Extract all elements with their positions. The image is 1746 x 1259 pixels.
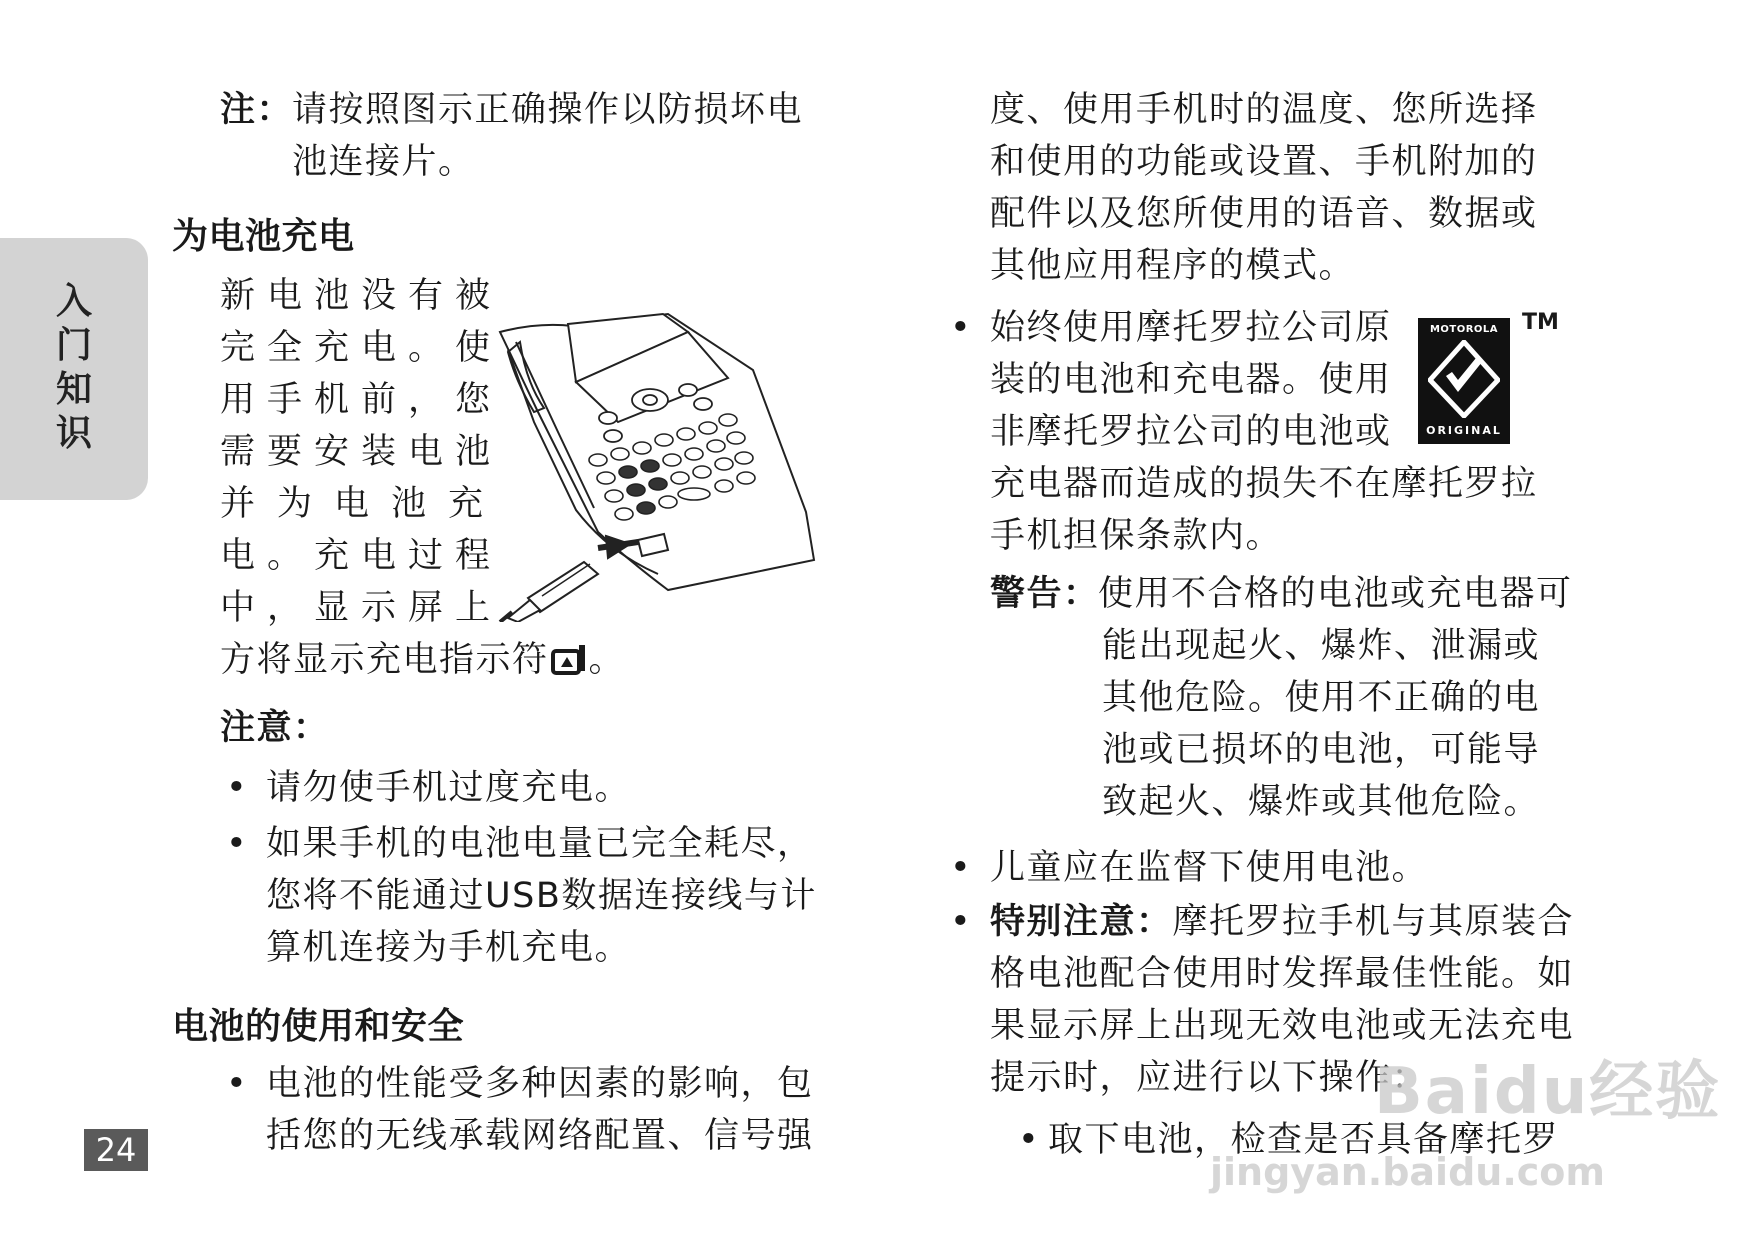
original-line: 手机担保条款内。 — [990, 516, 1283, 556]
use-item-1-line2: 括您的无线承载网络配置、信号强 — [266, 1116, 814, 1156]
charge-line: 新电池没有被 — [220, 276, 503, 316]
section-tab — [0, 238, 148, 500]
trademark-mark: TM — [1522, 310, 1559, 335]
note-label: 注： — [220, 90, 294, 130]
cont-line: 度、使用手机时的温度、您所选择 — [990, 90, 1538, 130]
page-number: 24 — [84, 1129, 148, 1171]
heading-battery-safety: 电池的使用和安全 — [172, 1005, 465, 1047]
use-item-1-line1: • 电池的性能受多种因素的影响，包 — [266, 1058, 814, 1110]
original-line: 装的电池和充电器。使用 — [990, 360, 1392, 400]
section-tab-label — [0, 280, 148, 456]
special-note-text: 摩托罗拉手机与其原装合 — [1172, 902, 1575, 942]
charge-last-text: 方将显示充电指示符 — [220, 640, 549, 680]
warning-line: 其他危险。使用不正确的电 — [1102, 678, 1541, 718]
warning-line: 使用不合格的电池或充电器可 — [1098, 574, 1573, 614]
logo-mark-icon — [1428, 340, 1500, 418]
charge-line: 并为电池充 — [220, 484, 506, 524]
sub-item-1-text: 取下电池，检查是否具备摩托罗 — [1048, 1120, 1560, 1160]
heading-charge-battery: 为电池充电 — [172, 215, 355, 257]
cont-line: 配件以及您所使用的语音、数据或 — [990, 194, 1538, 234]
watermark-url: jingyan.baidu.com — [1210, 1150, 1605, 1194]
original-line: 非摩托罗拉公司的电池或 — [990, 412, 1392, 452]
original-line: • 始终使用摩托罗拉公司原 — [990, 302, 1392, 354]
warning-line: 池或已损坏的电池，可能导 — [1102, 730, 1541, 770]
caution-item-2-line3: 算机连接为手机充电。 — [266, 928, 632, 968]
charge-end-period: 。 — [588, 640, 626, 680]
special-note-line: 格电池配合使用时发挥最佳性能。如 — [990, 954, 1575, 994]
warning-line: 能出现起火、爆炸、泄漏或 — [1102, 626, 1541, 666]
charge-line-last — [220, 634, 625, 692]
cont-line: 和使用的功能或设置、手机附加的 — [990, 142, 1538, 182]
logo-top-text: MOTOROLA — [1429, 324, 1499, 335]
special-note-label: 特别注意： — [990, 902, 1173, 942]
tab-char: 识 — [55, 413, 92, 454]
logo-bottom-text: ORIGINAL — [1426, 424, 1502, 437]
warning-label: 警告： — [990, 574, 1100, 614]
tab-char: 入 — [55, 281, 92, 322]
special-note-line: 提示时，应进行以下操作： — [990, 1058, 1429, 1098]
cont-line: 其他应用程序的模式。 — [990, 246, 1356, 286]
charge-line: 需要安装电池 — [220, 432, 503, 472]
child-supervision-item: • 儿童应在监督下使用电池。 — [990, 842, 1428, 894]
caution-item-2-line1: • 如果手机的电池电量已完全耗尽， — [266, 818, 814, 870]
special-note-line: 果显示屏上出现无效电池或无法充电 — [990, 1006, 1575, 1046]
sub-bullet: • — [1018, 1120, 1041, 1160]
motorola-original-logo — [1418, 318, 1510, 444]
charge-line: 中，显示屏上 — [220, 588, 503, 628]
original-line: 充电器而造成的损失不在摩托罗拉 — [990, 464, 1538, 504]
charge-line: 用手机前，您 — [220, 380, 503, 420]
caution-label: 注意： — [220, 708, 330, 748]
tab-char: 知 — [55, 369, 92, 410]
special-note-line1 — [990, 896, 1574, 948]
tab-char: 门 — [55, 325, 92, 366]
note-text-line1: 请按照图示正确操作以防损坏电 — [292, 90, 804, 130]
caution-item-2-line2: 您将不能通过USB数据连接线与计 — [266, 876, 817, 916]
charge-line: 完全充电。使 — [220, 328, 503, 368]
warning-line: 致起火、爆炸或其他危险。 — [1102, 782, 1541, 822]
note-text-line2: 池连接片。 — [292, 142, 475, 182]
caution-item-1: • 请勿使手机过度充电。 — [266, 762, 631, 814]
charge-line: 电。充电过程 — [220, 536, 503, 576]
phone-charging-illustration — [498, 312, 816, 622]
watermark-brand: Baidu经验 — [1374, 1055, 1722, 1129]
charging-indicator-icon — [551, 640, 587, 692]
